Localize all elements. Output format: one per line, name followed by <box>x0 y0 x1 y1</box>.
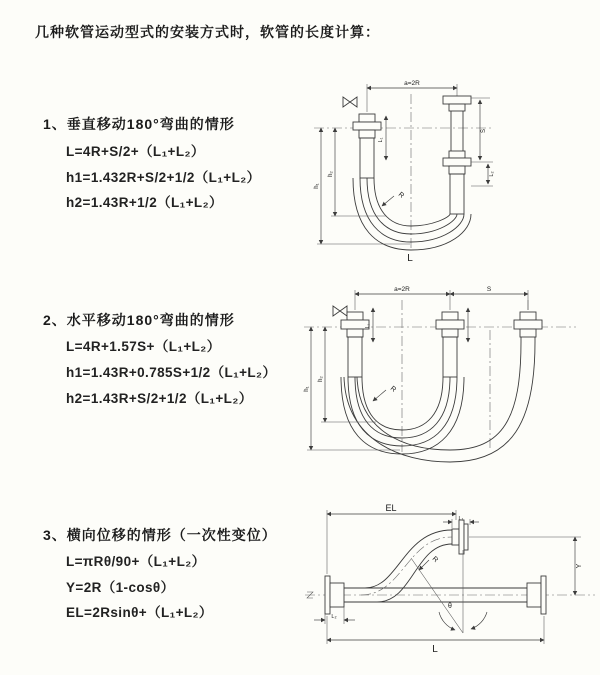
dim-h2-label: h₂ <box>328 171 334 177</box>
dim-s-label: S <box>481 128 487 134</box>
section3-formula-Y: Y=2R（1-cosθ） <box>66 580 175 595</box>
braided-hose-section <box>443 337 457 377</box>
section1-formula-L: L=4R+S/2+（L₁+L₂） <box>66 144 205 159</box>
section1-heading: 1、垂直移动180°弯曲的情形 <box>43 116 235 132</box>
section1-formula-h2: h2=1.43R+1/2（L₁+L₂） <box>66 195 223 210</box>
dim-l1-label: L₁ <box>378 137 384 143</box>
valve-icon <box>343 97 357 107</box>
section3-formula-EL: EL=2Rsinθ+（L₁+L₂） <box>66 605 213 620</box>
angle-label: θ <box>448 603 452 610</box>
pipe-assembly-left <box>353 114 381 178</box>
dim-h1-label: h₁ <box>304 386 310 392</box>
braided-hose-section <box>348 337 362 377</box>
valve-icon <box>333 306 347 316</box>
dim-a-label: a=2R <box>394 286 410 293</box>
dim-el-label: EL <box>385 503 397 513</box>
dimension-l <box>327 616 544 655</box>
radius-callout <box>382 191 405 206</box>
flange-left <box>325 576 344 614</box>
section2-heading: 2、水平移动180°弯曲的情形 <box>43 312 235 328</box>
hose-u-bend-initial <box>341 377 464 454</box>
flange-upper-right <box>452 520 468 554</box>
length-label: L <box>407 253 413 264</box>
dimension-h1 <box>314 128 410 244</box>
dim-h2-label: h₂ <box>318 376 324 382</box>
hose-displaced-position <box>361 530 452 602</box>
dim-l1-label: L₁ <box>458 516 464 522</box>
dim-l2-label: L₂ <box>489 171 495 177</box>
dim-a-label: a=2R <box>404 80 420 87</box>
dim-y-label: Y <box>576 563 583 569</box>
pipe-assembly-right <box>443 96 471 214</box>
dimension-y <box>469 537 583 595</box>
section1-formula-h1: h1=1.432R+S/2+1/2（L₁+L₂） <box>66 170 261 185</box>
dimension-s <box>471 98 493 162</box>
braided-hose-section <box>450 174 464 214</box>
pipe-assembly-left <box>341 312 369 377</box>
section3-heading: 3、横向位移的情形（一次性变位） <box>43 527 277 543</box>
centerline <box>305 592 595 598</box>
section3-formula-L: L=πRθ/90+（L₁+L₂） <box>66 554 206 569</box>
flange-right <box>527 576 546 614</box>
diagram-lateral-displacement <box>303 500 598 658</box>
diagram-vertical-180-bend <box>310 74 495 264</box>
dimension-h1 <box>304 327 400 450</box>
length-label: L <box>432 644 438 655</box>
dimension-a-2r <box>355 286 528 310</box>
hose-u-bend-shifted <box>344 337 535 462</box>
radius-callout <box>419 555 439 570</box>
radius-label: R <box>430 555 440 564</box>
dimension-l2 <box>314 607 355 624</box>
dim-h1-label: h₁ <box>314 183 320 189</box>
radius-callout <box>373 385 397 401</box>
section2-formula-h1: h1=1.43R+0.785S+1/2（L₁+L₂） <box>66 365 277 380</box>
dimension-s <box>450 286 528 294</box>
radius-label: R <box>396 191 406 200</box>
radius-label: R <box>388 385 398 394</box>
dimension-el <box>327 503 456 574</box>
dim-l2-label: L₂ <box>331 614 337 620</box>
page-title: 几种软管运动型式的安装方式时，软管的长度计算： <box>35 24 380 40</box>
diagram-horizontal-180-bend <box>300 282 580 464</box>
angle-construction <box>411 550 487 633</box>
section2-formula-L: L=4R+1.57S+（L₁+L₂） <box>66 339 221 354</box>
section2-formula-h2: h2=1.43R+S/2+1/2（L₁+L₂） <box>66 391 253 406</box>
dimension-l2 <box>471 164 495 186</box>
pipe-assembly-right <box>514 312 542 337</box>
dim-s-label: S <box>486 286 492 293</box>
pipe-assembly-middle <box>436 312 464 377</box>
braided-hose-section <box>360 138 374 178</box>
dim-l1-label: L₁ <box>365 323 371 329</box>
